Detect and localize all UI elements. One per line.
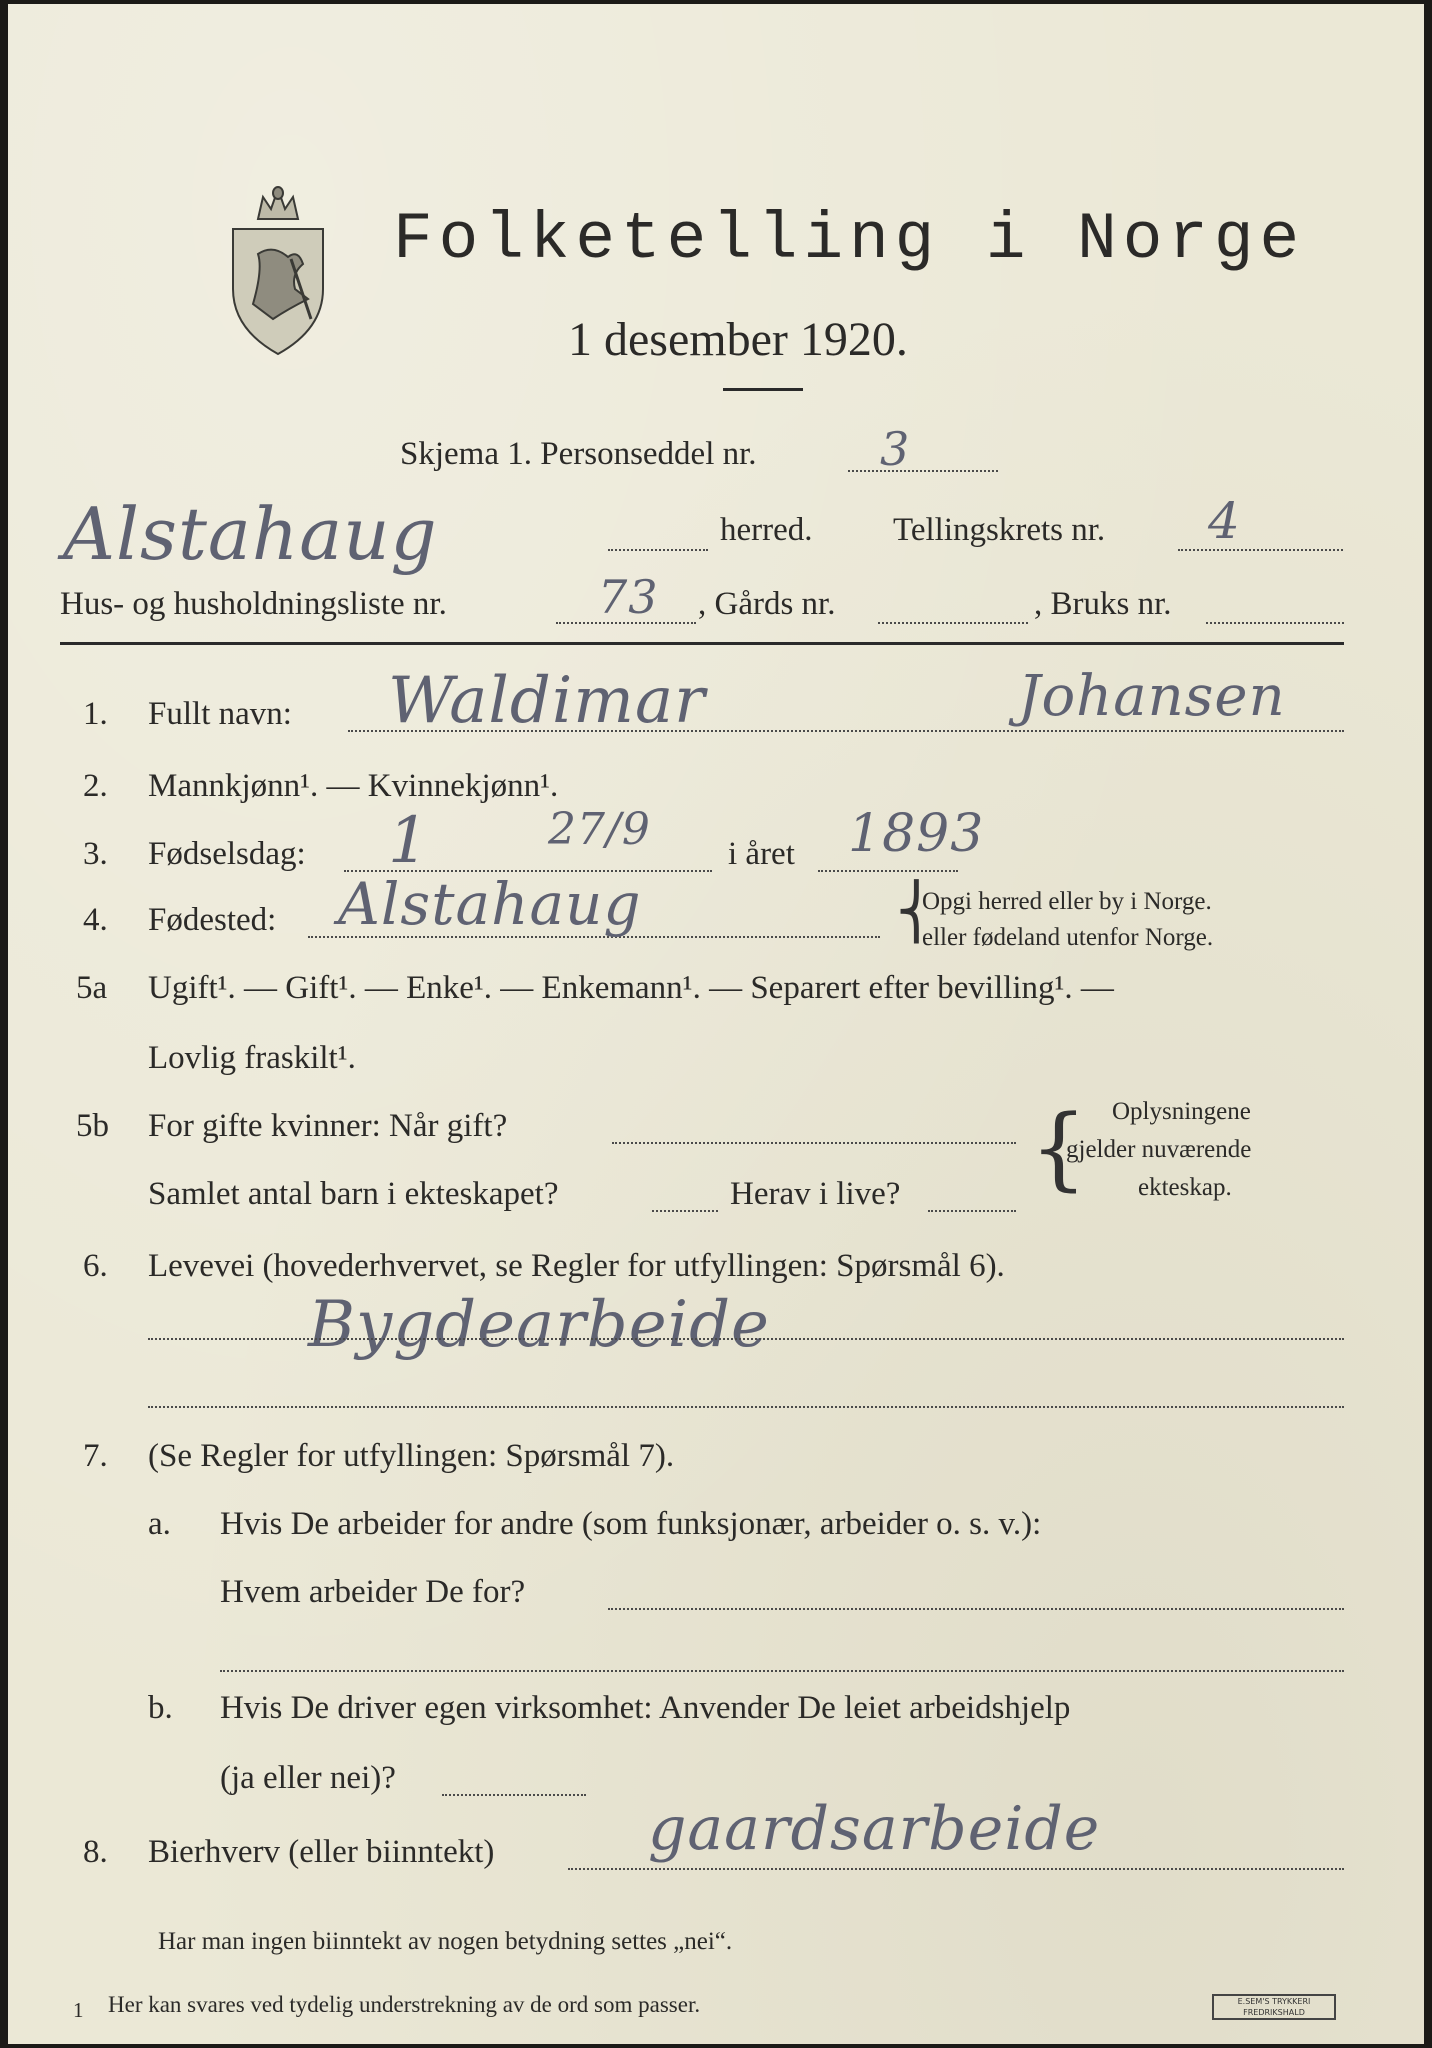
q5b-line2: Samlet antal barn i ekteskapet? bbox=[148, 1176, 559, 1212]
herred-label: herred. bbox=[720, 512, 813, 548]
q4-number: 4. bbox=[83, 902, 108, 938]
q6-line1 bbox=[148, 1338, 1344, 1340]
tellingskrets-line bbox=[1178, 549, 1343, 551]
form-date: 1 desember 1920. bbox=[568, 313, 908, 366]
q6-line2 bbox=[148, 1406, 1344, 1408]
q5b-note-line3: ekteskap. bbox=[1138, 1174, 1232, 1201]
q7a-line1: Hvis De arbeider for andre (som funksjonær, arbeider o. s. v.): bbox=[220, 1506, 1042, 1542]
q3-label: Fødselsdag: bbox=[148, 836, 306, 872]
skjema-label: Skjema 1. Personseddel nr. bbox=[400, 436, 757, 472]
q5b-line2b: Herav i live? bbox=[730, 1176, 901, 1212]
q7a-line2: Hvem arbeider De for? bbox=[220, 1574, 526, 1610]
q8-answer: gaardsarbeide bbox=[648, 1794, 1101, 1864]
header-rule bbox=[60, 642, 1344, 645]
q7a-line bbox=[608, 1608, 1344, 1610]
footnote-mark: 1 bbox=[73, 1998, 84, 2022]
footnote-text: Her kan svares ved tydelig understrekning av de ord som passer. bbox=[108, 1992, 701, 2017]
q5b-note-line1: Oplysningene bbox=[1112, 1098, 1251, 1125]
q4-answer: Alstahaug bbox=[338, 870, 642, 938]
q7-label: (Se Regler for utfyllingen: Spørsmål 7). bbox=[148, 1438, 675, 1474]
q8-line bbox=[568, 1868, 1344, 1870]
q3-year-label: i året bbox=[728, 836, 795, 872]
census-form-page bbox=[8, 4, 1424, 2044]
q7-number: 7. bbox=[83, 1438, 108, 1474]
q4-note-line2: eller fødeland utenfor Norge. bbox=[922, 924, 1214, 951]
personseddel-number: 3 bbox=[880, 422, 911, 476]
q2-number: 2. bbox=[83, 768, 108, 804]
q5b-live-line bbox=[928, 1210, 1016, 1212]
q7b-line1: Hvis De driver egen virksomhet: Anvender De leiet arbeidshjelp bbox=[220, 1690, 1071, 1726]
q5a-line1: Ugift¹. — Gift¹. — Enke¹. — Enkemann¹. — Separert efter bevilling¹. — bbox=[148, 970, 1114, 1006]
q1-answer-first: Waldimar bbox=[388, 664, 706, 738]
q3-date: 27/9 bbox=[548, 804, 651, 855]
q7b-line2: (ja eller nei)? bbox=[220, 1760, 396, 1796]
q5b-number: 5b bbox=[76, 1108, 109, 1144]
tellingskrets-number: 4 bbox=[1208, 492, 1241, 550]
q4-label: Fødested: bbox=[148, 902, 277, 938]
q8-number: 8. bbox=[83, 1834, 108, 1870]
q1-answer-last: Johansen bbox=[1018, 664, 1286, 729]
q3-day: 1 bbox=[388, 804, 430, 878]
personseddel-line bbox=[848, 470, 998, 472]
q1-label: Fullt navn: bbox=[148, 696, 292, 732]
q5b-gift-line bbox=[612, 1142, 1016, 1144]
title-divider bbox=[723, 388, 803, 391]
q5b-barn-line bbox=[652, 1210, 718, 1212]
q2-label: Mannkjønn¹. — Kvinnekjønn¹. bbox=[148, 768, 559, 804]
q7b-line bbox=[442, 1794, 586, 1796]
tellingskrets-label: Tellingskrets nr. bbox=[893, 512, 1106, 548]
printer-stamp: E.SEM'S TRYKKERI FREDRIKSHALD bbox=[1212, 1994, 1336, 2020]
q5a-number: 5a bbox=[76, 970, 108, 1006]
q7a-letter: a. bbox=[148, 1506, 171, 1542]
herred-line bbox=[608, 549, 708, 551]
form-title: Folketelling i Norge bbox=[393, 202, 1306, 277]
q5b-note-line2: gjelder nuværende bbox=[1066, 1136, 1252, 1163]
q6-label: Levevei (hovederhvervet, se Regler for utfyllingen: Spørsmål 6). bbox=[148, 1248, 1005, 1284]
q6-number: 6. bbox=[83, 1248, 108, 1284]
gards-line bbox=[878, 622, 1028, 624]
q5a-line2: Lovlig fraskilt¹. bbox=[148, 1040, 356, 1076]
q5b-line1: For gifte kvinner: Når gift? bbox=[148, 1108, 508, 1144]
gards-label: , Gårds nr. bbox=[698, 586, 836, 622]
bruks-label: , Bruks nr. bbox=[1034, 586, 1172, 622]
footer-note: Har man ingen biinntekt av nogen betydning settes „nei“. bbox=[158, 1928, 733, 1955]
q7a-line-extra bbox=[220, 1670, 1344, 1672]
q3-year: 1893 bbox=[848, 804, 985, 864]
hus-number: 73 bbox=[598, 570, 659, 624]
q4-note-line1: Opgi herred eller by i Norge. bbox=[922, 888, 1212, 915]
q6-answer: Bygdearbeide bbox=[308, 1288, 770, 1362]
coat-of-arms-icon bbox=[213, 179, 343, 359]
q5b-brace: { bbox=[1030, 1096, 1088, 1201]
herred-answer: Alstahaug bbox=[63, 492, 438, 576]
q3-number: 3. bbox=[83, 836, 108, 872]
q4-brace: ⎨ bbox=[896, 880, 937, 943]
bruks-line bbox=[1206, 622, 1344, 624]
q1-number: 1. bbox=[83, 696, 108, 732]
q8-label: Bierhverv (eller biinntekt) bbox=[148, 1834, 495, 1870]
q7b-letter: b. bbox=[148, 1690, 173, 1726]
q3-year-line bbox=[818, 870, 958, 872]
hus-label: Hus- og husholdningsliste nr. bbox=[60, 586, 447, 622]
